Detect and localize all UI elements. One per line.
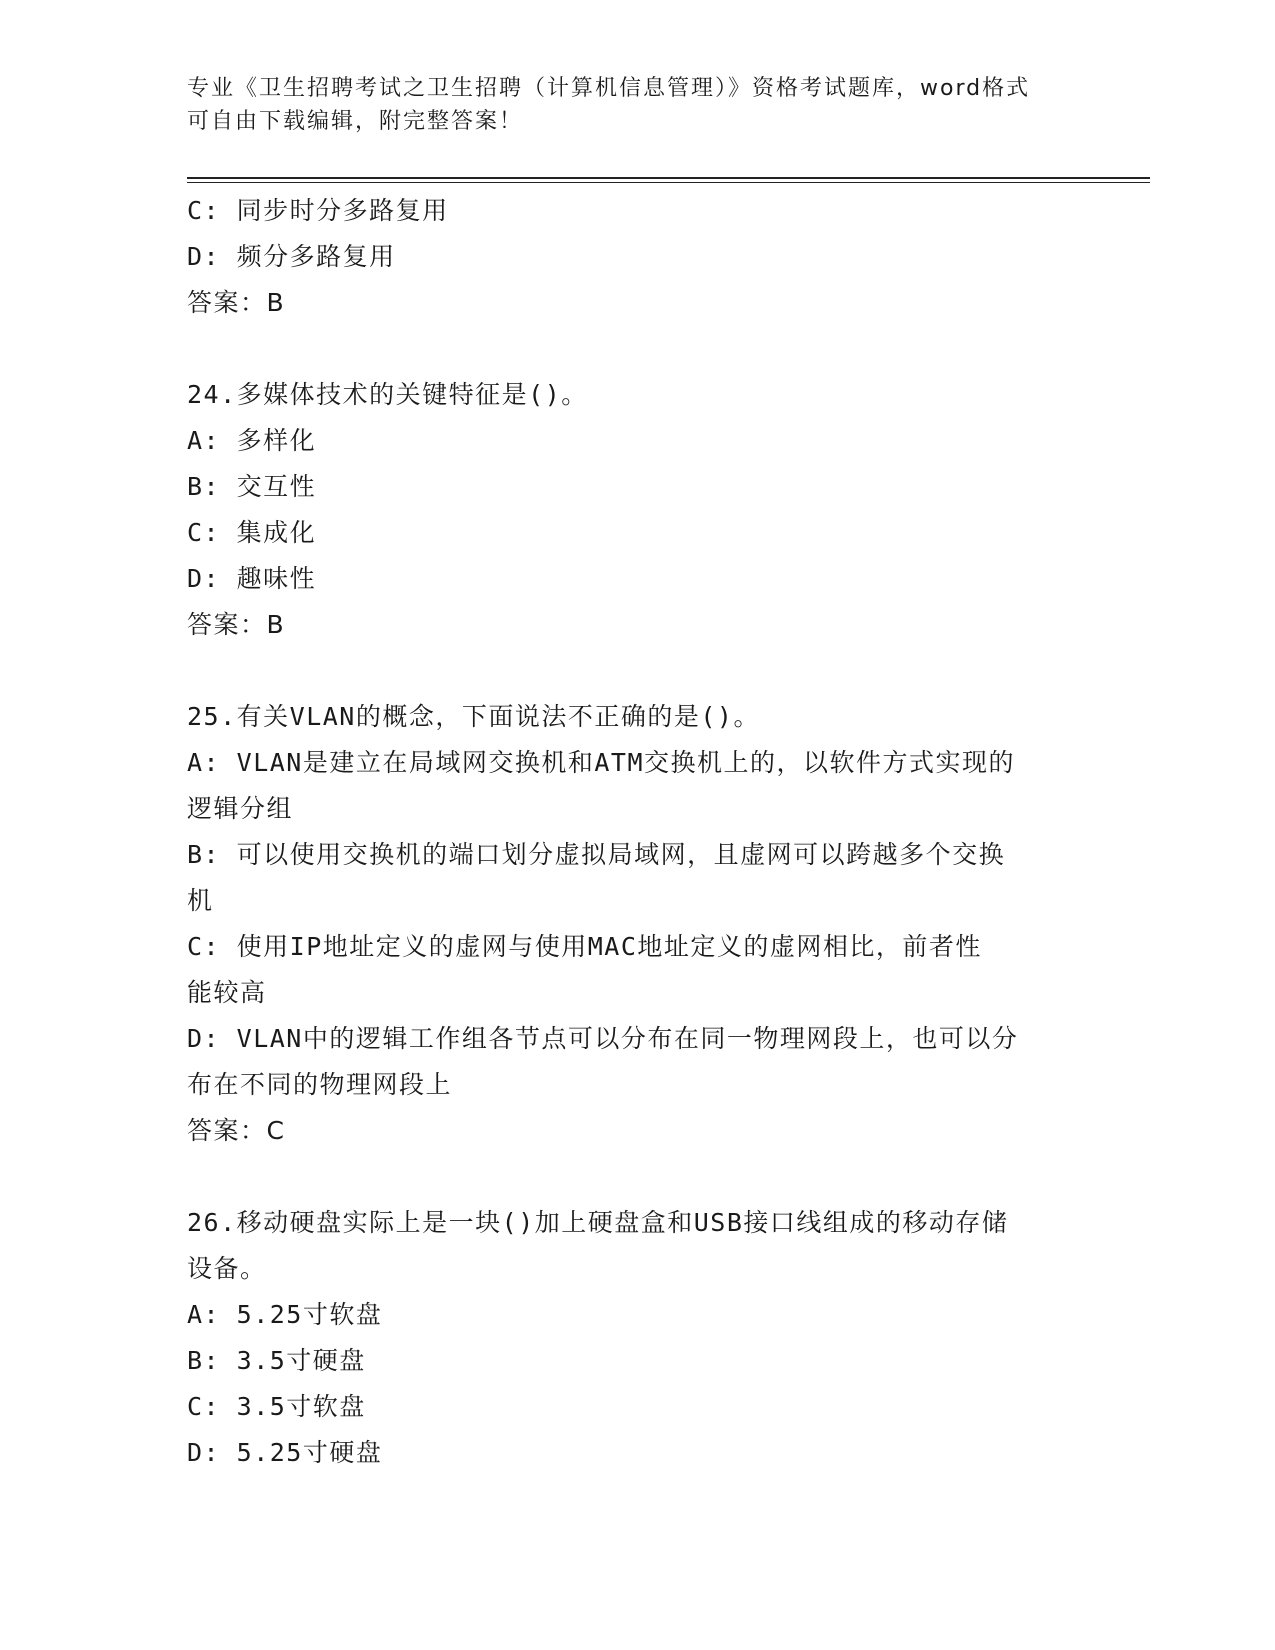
option-d: D: 趣味性 xyxy=(187,564,317,593)
answer: 答案：B xyxy=(187,288,286,317)
question-stem-line-2: 设备。 xyxy=(187,1254,267,1283)
question-24 xyxy=(187,372,1087,648)
option-a-line-1: A: VLAN是建立在局域网交换机和ATM交换机上的，以软件方式实现的 xyxy=(187,748,1016,777)
option-b-line-1: B: 可以使用交换机的端口划分虚拟局域网，且虚网可以跨越多个交换 xyxy=(187,840,1006,869)
question-stem-line-1: 26.移动硬盘实际上是一块()加上硬盘盒和USB接口线组成的移动存储 xyxy=(187,1208,1009,1237)
question-26 xyxy=(187,1200,1087,1476)
option-c: C: 同步时分多路复用 xyxy=(187,196,449,225)
option-d-line-1: D: VLAN中的逻辑工作组各节点可以分布在同一物理网段上，也可以分 xyxy=(187,1024,1019,1053)
option-c-line-1: C: 使用IP地址定义的虚网与使用MAC地址定义的虚网相比，前者性 xyxy=(187,932,982,961)
header-divider-thick xyxy=(187,177,1150,179)
header-line-2: 可自由下载编辑，附完整答案！ xyxy=(187,109,524,134)
option-d: D: 频分多路复用 xyxy=(187,242,396,271)
option-d: D: 5.25寸硬盘 xyxy=(187,1438,383,1467)
option-c: C: 集成化 xyxy=(187,518,317,547)
option-b: B: 3.5寸硬盘 xyxy=(187,1346,366,1375)
answer: 答案：C xyxy=(187,1116,286,1145)
question-25 xyxy=(187,694,1087,1154)
header-divider-thin xyxy=(187,182,1150,183)
answer: 答案：B xyxy=(187,610,286,639)
option-a: A: 多样化 xyxy=(187,426,317,455)
document-header xyxy=(187,72,1077,138)
option-d-line-2: 布在不同的物理网段上 xyxy=(187,1070,453,1099)
option-c: C: 3.5寸软盘 xyxy=(187,1392,366,1421)
question-stem: 24.多媒体技术的关键特征是()。 xyxy=(187,380,588,409)
question-list xyxy=(187,188,1087,1476)
option-b-line-2: 机 xyxy=(187,886,214,915)
question-23-tail xyxy=(187,188,1087,326)
option-c-line-2: 能较高 xyxy=(187,978,267,1007)
option-a: A: 5.25寸软盘 xyxy=(187,1300,383,1329)
option-a-line-2: 逻辑分组 xyxy=(187,794,294,823)
option-b: B: 交互性 xyxy=(187,472,317,501)
header-line-1: 专业《卫生招聘考试之卫生招聘（计算机信息管理）》资格考试题库，word格式 xyxy=(187,76,1031,101)
question-stem: 25.有关VLAN的概念，下面说法不正确的是()。 xyxy=(187,702,760,731)
